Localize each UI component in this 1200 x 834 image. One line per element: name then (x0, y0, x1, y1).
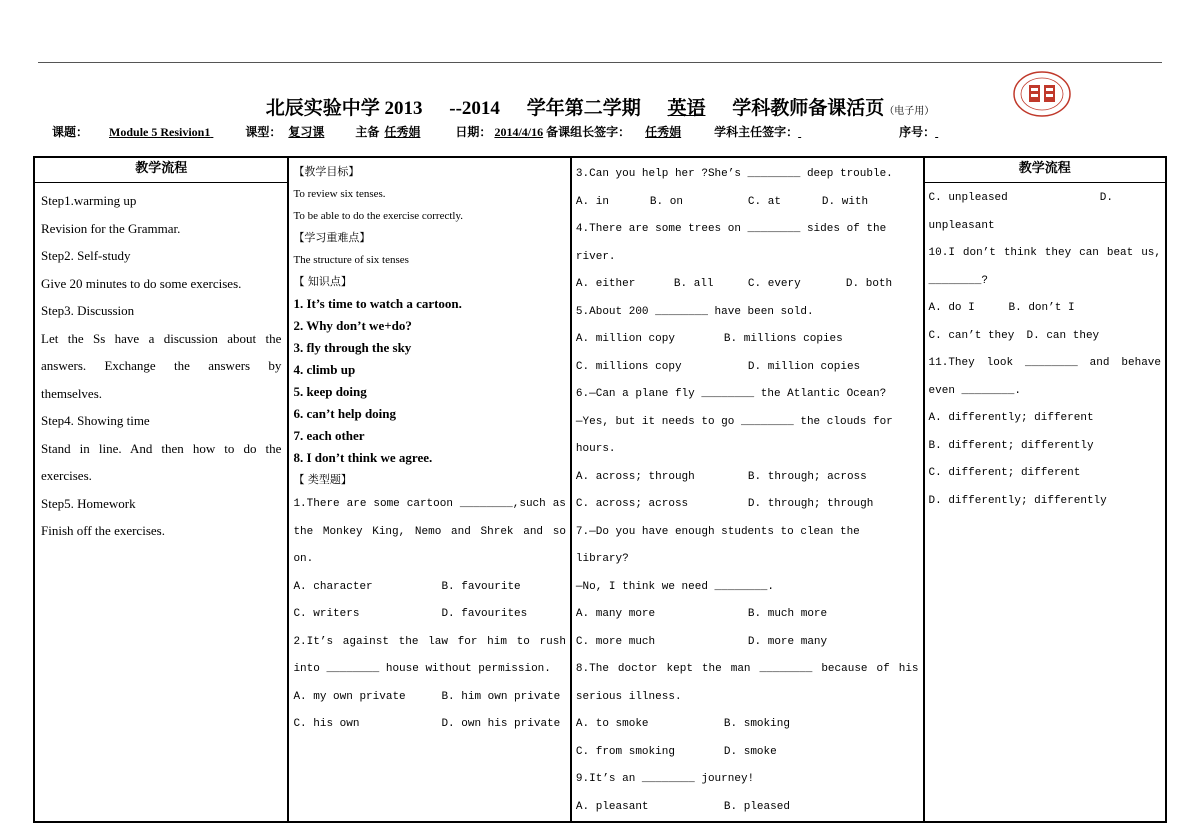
option: B. on (649, 195, 683, 208)
option: D. own his private (441, 718, 561, 730)
point-item: 8. I don’t think we agree. (293, 450, 433, 465)
step-line: Step2. Self-study (41, 248, 131, 263)
seq-label: 序号： (899, 125, 936, 139)
exercise-column (571, 157, 924, 822)
option: D. both (845, 278, 893, 290)
question-text: 8.The doctor kept the man ________ because of his serious illness. (575, 663, 919, 703)
date-value: 2014/4/16 (494, 125, 544, 139)
option: D. with (821, 195, 869, 208)
points-label: 【 知识点】 (293, 275, 352, 288)
option: B. favourite (441, 580, 521, 593)
key-label: 【学习重难点】 (293, 231, 371, 244)
question-text: 1.There are some cartoon ________,such as the Monkey King, Nemo and Shrek and so on. (293, 498, 566, 565)
doc-title: 学科教师备课活页 (732, 98, 885, 119)
option: C. writers (293, 608, 360, 620)
option: B. smoking (723, 718, 790, 730)
question-text: —No, I think we need ________. (575, 580, 774, 593)
step-line: Give 20 minutes to do some exercises. (41, 275, 242, 291)
option: D. more many (747, 635, 828, 648)
option: C. can’t they (928, 329, 1015, 342)
school-name: 北辰实验中学 2013 (265, 98, 423, 119)
key-text: The structure of six tenses (293, 254, 409, 266)
goal-line: To review six tenses. (293, 188, 386, 200)
option: A. character (293, 580, 373, 593)
point-item: 3. fly through the sky (293, 340, 412, 355)
step-line: Step1.warming up (41, 193, 137, 208)
option: A. across; through (575, 470, 695, 483)
option: C. at (747, 195, 781, 208)
option: A. my own private (293, 690, 406, 703)
group-label: 备课组长签字： (546, 125, 631, 139)
option: D. (1099, 192, 1113, 204)
school-years: --2014 (449, 98, 500, 119)
question-text: 9.It’s an ________ journey! (575, 773, 755, 785)
option: C. unpleased (928, 192, 1008, 204)
question-text: 10.I don’t think they can beat us, ________? (928, 247, 1161, 287)
question-text: 5.About 200 ________ have been sold. (575, 305, 814, 318)
doc-note: （电子用） (884, 106, 935, 117)
option: A. do I (928, 302, 975, 314)
term: 学年第二学期 (526, 98, 641, 119)
option: A. to smoke (575, 718, 649, 730)
option: A. differently; different (928, 412, 1094, 424)
date-label: 日期： (455, 125, 492, 139)
lead-label: 主备 (355, 125, 380, 139)
type-value: 复习课 (288, 125, 325, 139)
option: A. pleasant (575, 800, 649, 813)
flow-header: 教学流程 (35, 158, 287, 183)
step-line: Step5. Homework (41, 495, 136, 511)
option: A. either (575, 278, 636, 290)
option: A. million copy (575, 333, 675, 345)
lead-value: 任秀娟 (384, 125, 421, 139)
school-seal-icon (1012, 70, 1072, 118)
option: C. more much (575, 635, 656, 648)
point-item: 4. climb up (293, 362, 356, 377)
goal-line: To be able to do the exercise correctly. (293, 210, 463, 222)
option: C. across; across (575, 498, 689, 510)
option: D. million copies (747, 360, 861, 373)
option: C. his own (293, 718, 360, 730)
option: C. from smoking (575, 745, 675, 758)
step-line: Revision for the Grammar. (41, 220, 181, 236)
group-value: 任秀娟 (645, 125, 682, 139)
option: D. can they (1026, 329, 1100, 342)
option: A. in (575, 195, 609, 208)
flow-header-right: 教学流程 (925, 158, 1165, 183)
topic-label: 课题： (52, 125, 89, 139)
option: B. millions copies (723, 333, 843, 345)
top-rule (38, 62, 1162, 63)
topic-value: Module 5 Resivion1 (109, 125, 211, 139)
option: D. through; through (747, 498, 874, 510)
type-label: 课型： (245, 125, 282, 139)
option: B. through; across (747, 470, 867, 483)
option: D. differently; differently (928, 494, 1107, 507)
lesson-table (33, 156, 1167, 823)
point-item: 6. can’t help doing (293, 406, 397, 421)
question-text: 7.—Do you have enough students to clean the library? (575, 525, 860, 565)
option: unpleasant (928, 219, 995, 232)
step-line: Step4. Showing time (41, 413, 150, 428)
flow-column-right (924, 157, 1166, 822)
option: B. him own private (441, 690, 561, 703)
option: A. many more (575, 608, 656, 620)
question-text: —Yes, but it needs to go ________ the clouds for hours. (575, 415, 893, 455)
option: B. all (673, 278, 714, 290)
option: D. smoke (723, 745, 777, 758)
step-line: Step3. Discussion (41, 303, 135, 318)
question-text: 6.—Can a plane fly ________ the Atlantic Ocean? (575, 388, 887, 400)
question-text: 11.They look ________ and behave even ________. (928, 357, 1161, 397)
option: B. different; differently (928, 439, 1094, 452)
point-item: 5. keep doing (293, 384, 367, 399)
step-line: Let the Ss have a discussion about the answers. Exchange the answers by themselves. (41, 330, 282, 401)
question-text: 3.Can you help her ?She’s ________ deep trouble. (575, 168, 893, 180)
step-line: Stand in line. And then how to do the exercises. (41, 440, 282, 483)
option: C. every (747, 278, 801, 290)
goals-column (288, 157, 570, 822)
option: D. favourites (441, 608, 528, 620)
question-text: 2.It’s against the law for him to rush into ________ house without permission. (293, 635, 566, 675)
question-text: 4.There are some trees on ________ sides of the river. (575, 223, 887, 263)
type-questions-label: 【 类型题】 (293, 473, 352, 486)
flow-column (34, 157, 288, 822)
info-line (52, 123, 975, 140)
option: C. millions copy (575, 360, 682, 373)
option: B. much more (747, 608, 828, 620)
option: C. different; different (928, 467, 1081, 479)
point-item: 2. Why don’t we+do? (293, 318, 412, 333)
point-item: 1. It’s time to watch a cartoon. (293, 296, 462, 311)
goal-label: 【教学目标】 (293, 165, 360, 178)
subject: 英语 (667, 98, 706, 119)
point-item: 7. each other (293, 428, 365, 443)
flow-steps (35, 183, 287, 545)
dept-label: 学科主任签字： (714, 125, 799, 139)
option: B. pleased (723, 800, 790, 813)
option: B. don’t I (1008, 302, 1075, 314)
step-line: Finish off the exercises. (41, 523, 165, 538)
